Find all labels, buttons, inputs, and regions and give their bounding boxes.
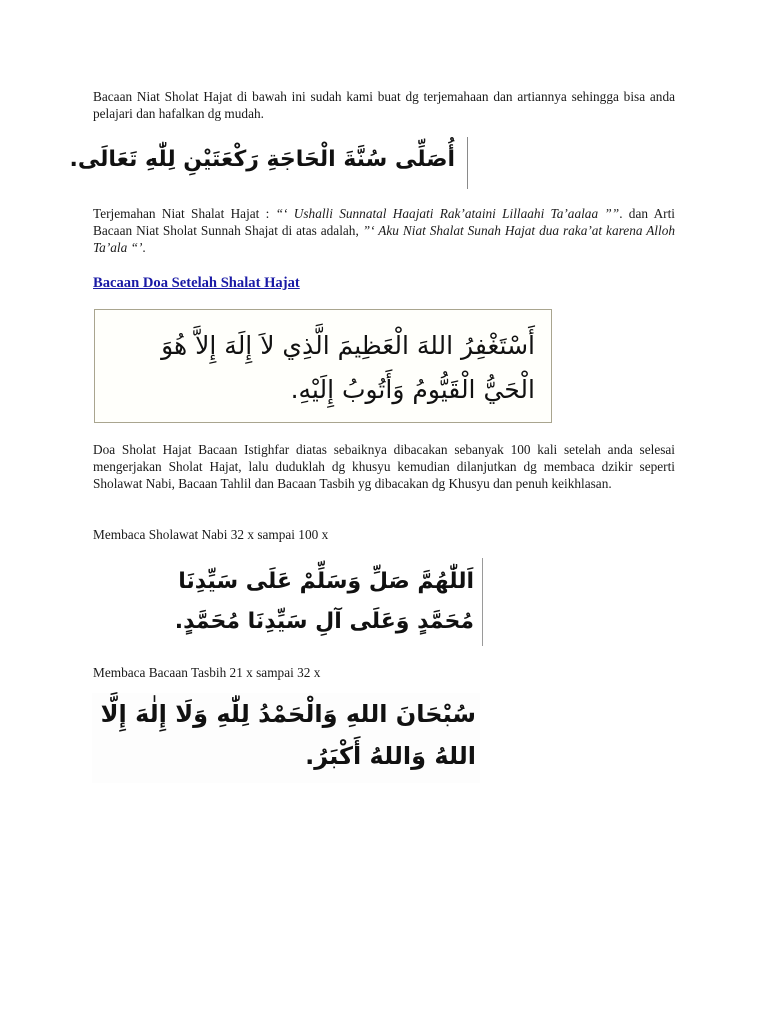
doa-heading-link[interactable]: Bacaan Doa Setelah Shalat Hajat	[93, 275, 300, 291]
niat-arabic-image	[69, 137, 468, 189]
translation-middle: . dan Arti Bacaan Niat Sholat Sunnah Shajat di atas adalah,	[93, 206, 675, 238]
translation-prefix: Terjemahan Niat Shalat Hajat :	[93, 206, 276, 221]
tasbih-arabic-text: سُبْحَانَ اللهِ وَالْحَمْدُ لِلّٰهِ وَلَا إِلٰهَ إِلَّا اللهُ وَاللهُ أَكْبَرُ.	[100, 700, 476, 770]
niat-arabic-text: أُصَلِّى سُنَّةَ الْحَاجَةِ رَكْعَتَيْنِ لِلّٰهِ تَعَالَى.	[69, 147, 455, 172]
tasbih-label: Membaca Bacaan Tasbih 21 x sampai 32 x	[93, 665, 321, 680]
translation-paragraph	[93, 205, 675, 256]
sholawat-arabic-image	[172, 558, 483, 646]
intro-paragraph: Bacaan Niat Sholat Hajat di bawah ini sudah kami buat dg terjemahaan dan artiannya sehingga bisa anda pelajari dan hafalkan dg mudah.	[93, 89, 675, 121]
translation-latin: “‘ Ushalli Sunnatal Haajati Rak’ataini Lillaahi Ta’aalaa ””	[275, 206, 620, 221]
sholawat-label: Membaca Sholawat Nabi 32 x sampai 100 x	[93, 527, 329, 542]
doa-paragraph: Doa Sholat Hajat Bacaan Istighfar diatas sebaiknya dibacakan sebanyak 100 kali setelah anda selesai mengerjakan Sholat Hajat, lalu duduklah dg khusyu kemudian dilanjutkan dg membaca dzikir seperti Sholawat Nabi, Bacaan Tahlil dan Bacaan Tasbih yg dibacakan dg Khusyu dan penuh keikhlasan.	[93, 442, 675, 491]
translation-suffix: .	[142, 240, 146, 255]
istighfar-arabic-image	[94, 309, 552, 423]
sholawat-arabic-text: اَللّٰهُمَّ صَلِّ وَسَلِّمْ عَلَى سَيِّدِنَا مُحَمَّدٍ وَعَلَى آلِ سَيِّدِنَا مُحَمَّدٍ.	[174, 569, 474, 634]
translation-meaning: ”‘ Aku Niat Shalat Sunah Hajat dua raka’at karena Alloh Ta’ala “’	[93, 223, 675, 255]
istighfar-arabic-text: أَسْتَغْفِرُ اللهَ الْعَظِيمَ الَّذِي لاَ إِلَهَ إِلاَّ هُوَ الْحَيُّ الْقَيُّومُ وَأَتُوبُ إِلَيْهِ.	[161, 331, 535, 404]
tasbih-arabic-image	[92, 693, 480, 783]
